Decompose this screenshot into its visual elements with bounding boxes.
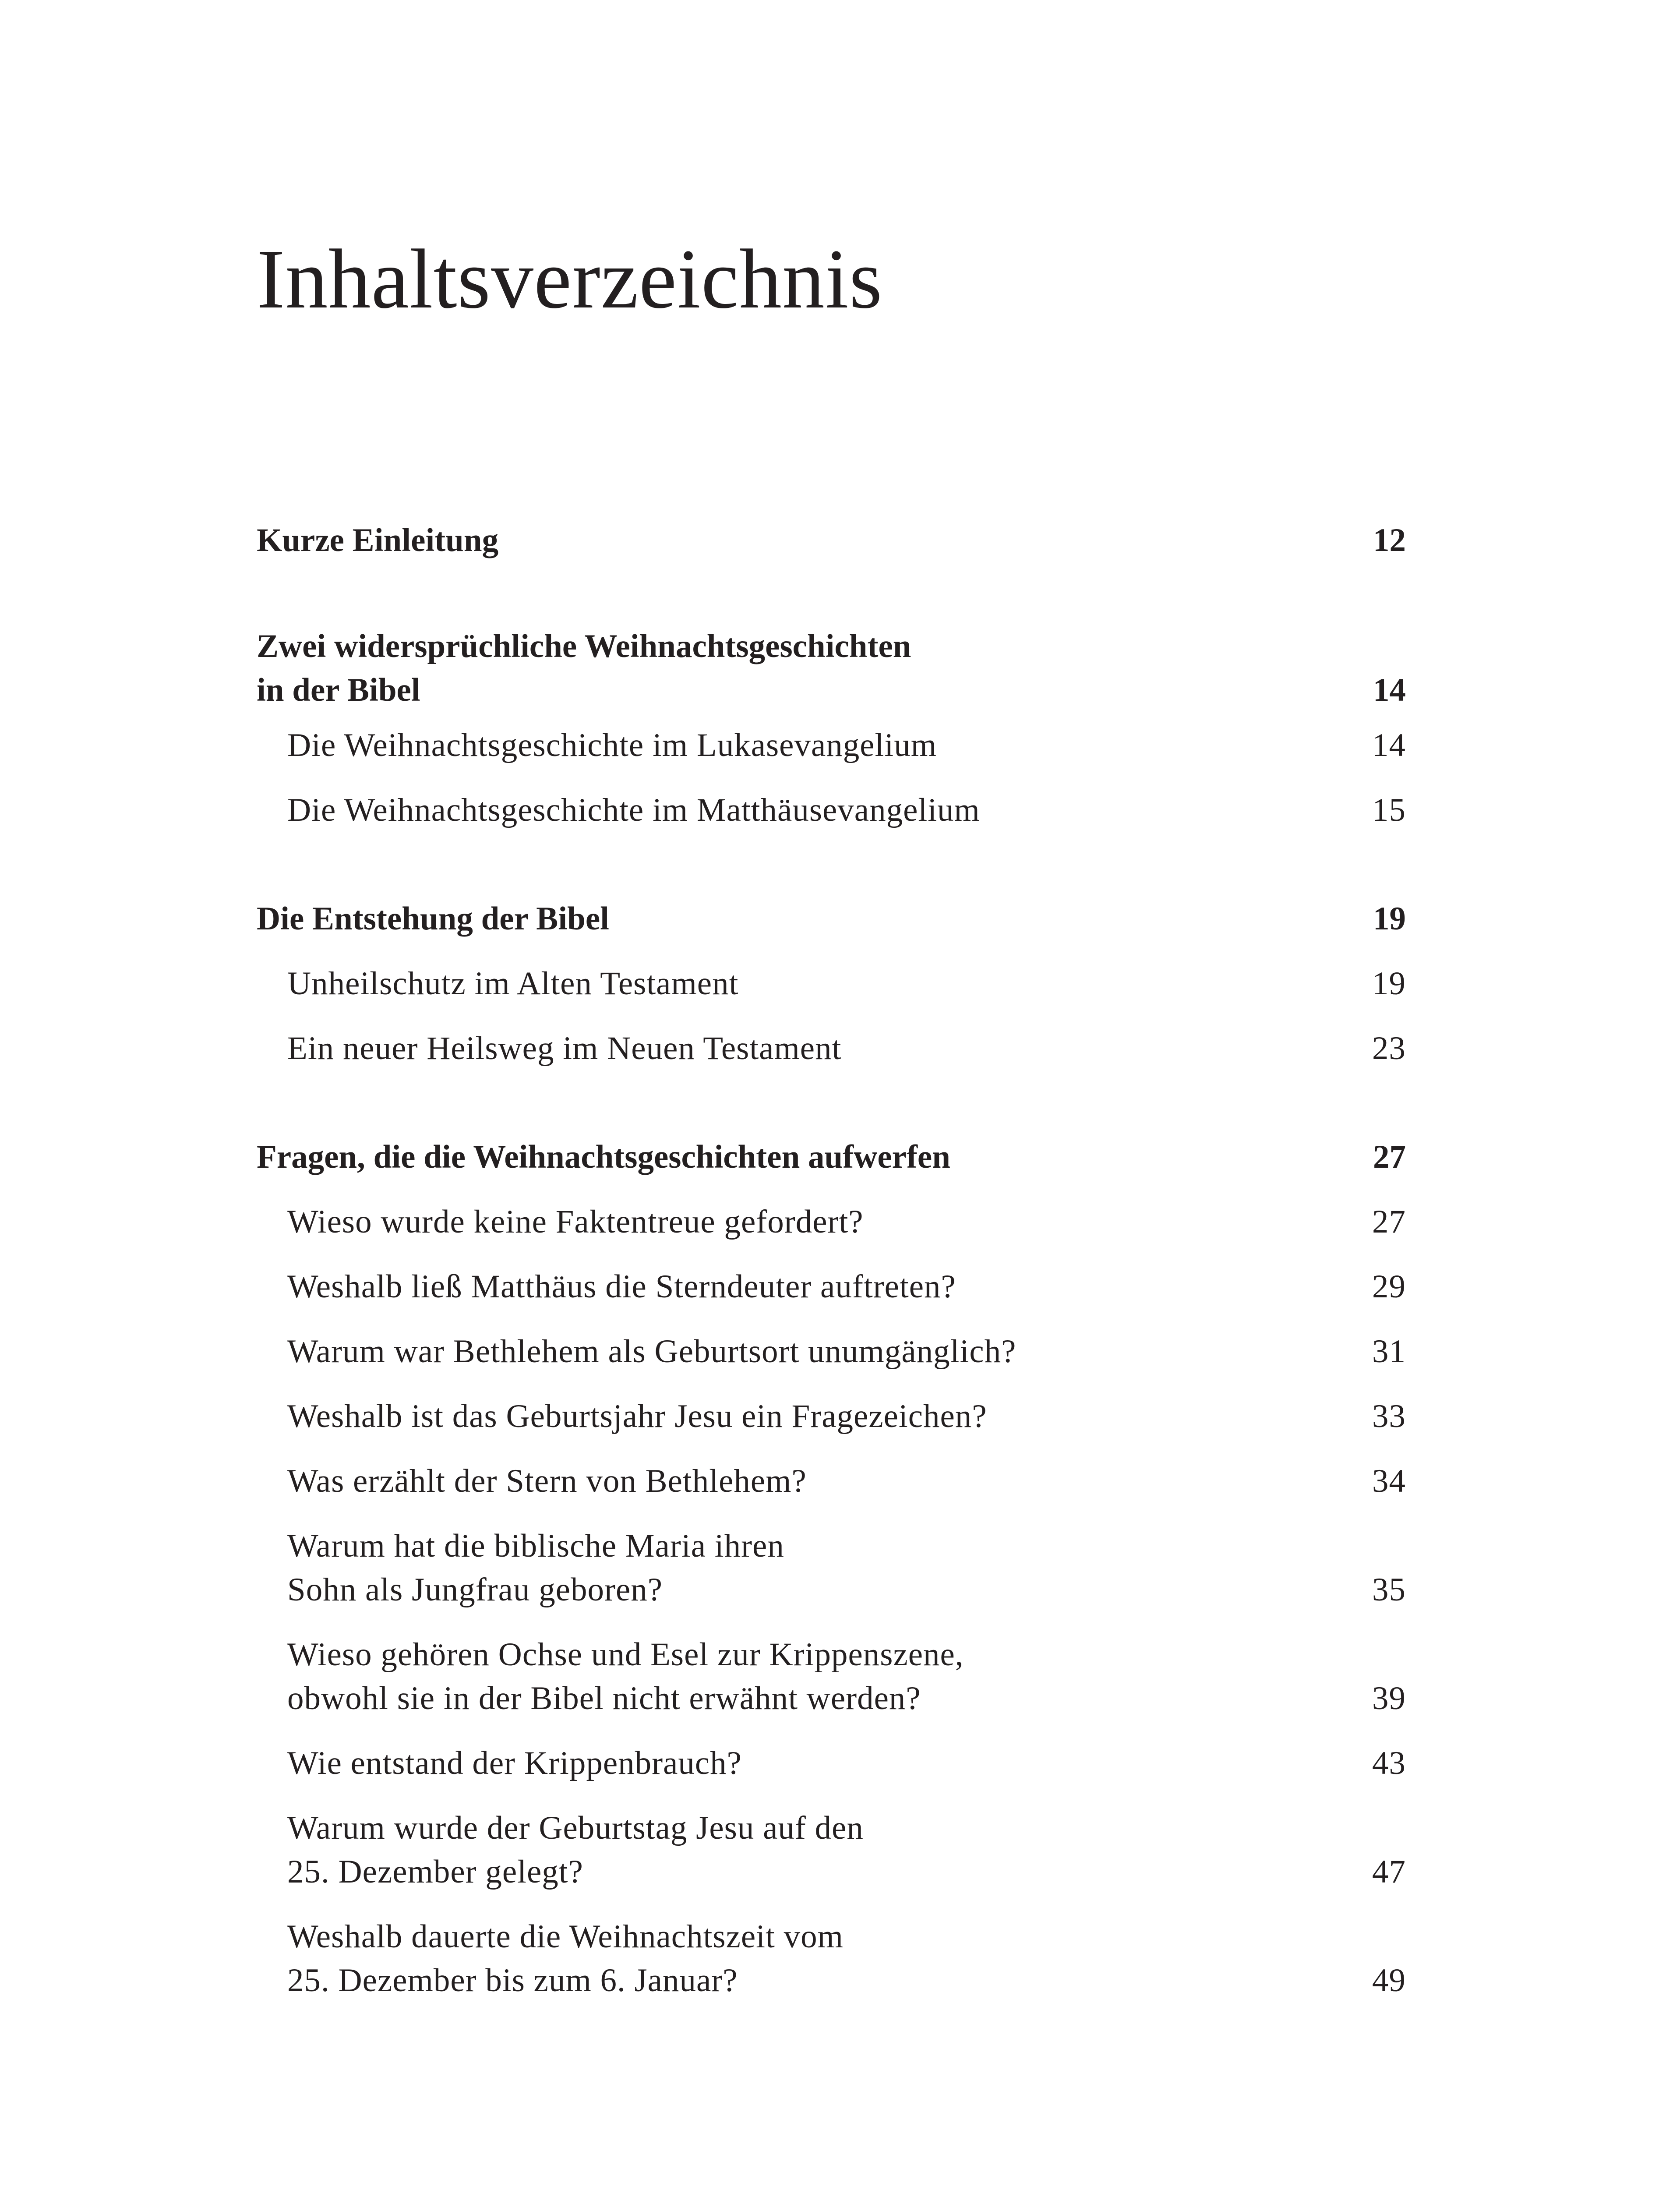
toc-page-number: 19 [1372,965,1406,1002]
toc-page-number: 33 [1372,1398,1406,1434]
toc-page-number: 43 [1372,1745,1406,1781]
toc-entry-title: Unheilschutz im Alten Testament [287,965,739,1002]
toc-chapter[interactable] [257,897,1406,941]
toc-entry-title: obwohl sie in der Bibel nicht erwähnt werden? [287,1680,921,1717]
toc-entry-title: Die Weihnachtsgeschichte im Lukasevangelium [287,727,937,763]
toc-page-number: 15 [1372,792,1406,828]
toc-page-number: 27 [1373,1139,1406,1175]
toc-entry-title: Sohn als Jungfrau geboren? [287,1572,663,1608]
toc-entry-title: Wieso gehören Ochse und Esel zur Krippenszene, [287,1636,964,1673]
toc-page-number: 29 [1372,1268,1406,1305]
toc-page-number: 31 [1372,1333,1406,1370]
toc-page-number: 12 [1373,522,1406,558]
page-title: Inhaltsverzeichnis [257,232,883,326]
toc-entry-title: in der Bibel [257,672,420,708]
toc-section[interactable] [287,1200,1406,1244]
toc-page-number: 47 [1372,1854,1406,1890]
toc-section[interactable] [287,962,1406,1006]
toc-page-number: 39 [1372,1680,1406,1717]
toc-entry-title: 25. Dezember bis zum 6. Januar? [287,1962,738,1999]
toc-page-number: 23 [1372,1030,1406,1067]
toc-section[interactable] [287,724,1406,767]
toc-section[interactable] [287,1806,1406,1894]
toc-entry-title: Kurze Einleitung [257,522,499,558]
toc-entry-title: Die Weihnachtsgeschichte im Matthäusevangelium [287,792,980,828]
toc-entry-title: Weshalb ist das Geburtsjahr Jesu ein Fragezeichen? [287,1398,987,1434]
toc-entry-title: Weshalb ließ Matthäus die Sterndeuter auftreten? [287,1268,956,1305]
toc-section[interactable] [287,1633,1406,1720]
toc-entry-title: Fragen, die die Weihnachtsgeschichten aufwerfen [257,1139,950,1175]
toc-page-number: 14 [1373,672,1406,708]
toc-entry-title: Warum war Bethlehem als Geburtsort unumgänglich? [287,1333,1016,1370]
toc-page-number: 27 [1372,1204,1406,1240]
toc-chapter[interactable] [257,1135,1406,1179]
toc-section[interactable] [287,1027,1406,1070]
toc-section[interactable] [287,1265,1406,1309]
toc-page-number: 19 [1373,901,1406,937]
toc-entry-title: Warum hat die biblische Maria ihren [287,1528,784,1564]
toc-entry-title: Weshalb dauerte die Weihnachtszeit vom [287,1918,844,1955]
toc-section[interactable] [287,1915,1406,2003]
toc-section[interactable] [287,1524,1406,1612]
toc-entry-title: Die Entstehung der Bibel [257,901,609,937]
toc-page-number: 49 [1372,1962,1406,1999]
toc-entry-title: Ein neuer Heilsweg im Neuen Testament [287,1030,842,1067]
toc-section[interactable] [287,1395,1406,1438]
toc-section[interactable] [287,1459,1406,1503]
toc-chapter[interactable] [257,625,1406,712]
toc-entry-title: Zwei widersprüchliche Weihnachtsgeschichten [257,628,911,664]
toc-section[interactable] [287,1330,1406,1374]
toc-entry-title: Wieso wurde keine Faktentreue gefordert? [287,1204,864,1240]
toc-page-number: 14 [1372,727,1406,763]
toc-entry-title: Warum wurde der Geburtstag Jesu auf den [287,1810,864,1846]
toc-section[interactable] [287,788,1406,832]
toc-page-number: 35 [1372,1572,1406,1608]
toc-entry-title: 25. Dezember gelegt? [287,1854,583,1890]
toc-page-number: 34 [1372,1463,1406,1499]
toc-entry-title: Wie entstand der Krippenbrauch? [287,1745,742,1781]
toc-section[interactable] [287,1741,1406,1785]
toc-chapter[interactable] [257,519,1406,562]
toc-entry-title: Was erzählt der Stern von Bethlehem? [287,1463,807,1499]
